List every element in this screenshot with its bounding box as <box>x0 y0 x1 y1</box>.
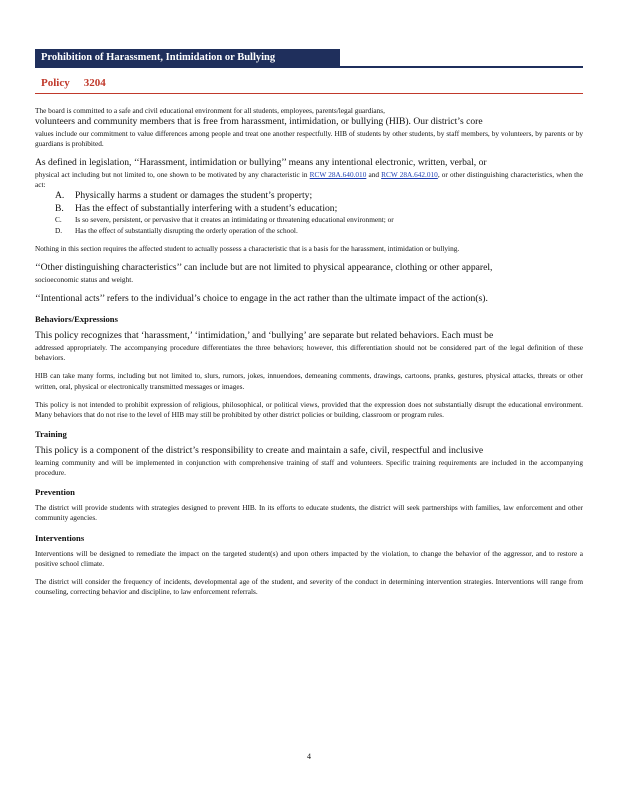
list-marker: B. <box>55 202 64 214</box>
list-text: Has the effect of substantially interfering with a student’s education; <box>75 202 338 214</box>
hib-forms-paragraph: HIB can take many forms, including but not limited to, slurs, rumors, jokes, innuendoes, demeaning comments, drawings, cartoons, pranks, gestures, physical attacks, threats or other written, oral, physical or electronically transmitted messages or images. <box>35 371 583 391</box>
policy-number: 3204 <box>83 77 106 89</box>
policy-divider <box>35 93 583 94</box>
interventions-paragraph-2: The district will consider the frequency of incidents, developmental age of the student, and severity of the conduct in determining intervention strategies. Interventions will range from counseling, correcting behavior and discipline, to law enforcement referrals. <box>35 577 583 597</box>
list-text: Physically harms a student or damages the student’s property; <box>75 190 313 202</box>
interventions-paragraph-1: Interventions will be designed to remediate the impact on the targeted student(s) and upon others impacted by the violation, to change the behavior of the aggressor, and to restore a positive school climate. <box>35 548 583 568</box>
definition-text-a: physical act including but not limited to, one shown to be motivated by any characteristic in <box>35 169 308 179</box>
nothing-paragraph: Nothing in this section requires the affected student to actually possess a characteristic that is a basis for the harassment, intimidation or bullying. <box>35 243 460 253</box>
list-item <box>35 226 583 236</box>
list-item <box>35 203 583 216</box>
intro-line-1: The board is committed to a safe and civil educational environment for all students, employees, parents/legal guardians, <box>35 106 385 115</box>
behaviors-heading: Behaviors/Expressions <box>35 314 118 325</box>
list-text: Has the effect of substantially disrupting the orderly operation of the school. <box>75 225 298 235</box>
prevention-paragraph: The district will provide students with strategies designed to prevent HIB. In its efforts to educate students, the district will seek partnerships with families, law enforcement and other community agencies. <box>35 503 583 523</box>
policy-number-line <box>41 77 120 89</box>
definition-list <box>35 190 583 236</box>
rcw-link-2[interactable]: RCW 28A.642.010 <box>381 169 438 179</box>
other-characteristics-line-1: ‘‘Other distinguishing characteristics’’ can include but are not limited to physical appearance, clothing or other apparel, <box>35 262 493 273</box>
intro-line-2: volunteers and community members that is free from harassment, intimidation, or bullying (HIB). Our district’s core <box>35 116 483 128</box>
training-line-2: learning community and will be implemented in conjunction with comprehensive training of staff and volunteers. Specific training requirements are included in the accompanying procedure. <box>35 457 583 477</box>
policy-title-bar <box>35 49 340 66</box>
definition-line-1: As defined in legislation, ‘‘Harassment, intimidation or bullying’’ means any intentional electronic, written, verbal, or <box>35 157 487 169</box>
policy-label: Policy <box>41 77 70 89</box>
policy-title: Prohibition of Harassment, Intimidation or Bullying <box>41 52 276 63</box>
definition-text-b: and <box>368 169 380 179</box>
title-divider <box>35 66 583 68</box>
other-characteristics-line-2: socioeconomic status and weight. <box>35 274 134 284</box>
behaviors-line-1: This policy recognizes that ‘harassment,’ ‘intimidation,’ and ‘bullying’ are separate but related behaviors. Each must be <box>35 330 494 342</box>
rcw-link-1[interactable]: RCW 28A.640.010 <box>309 169 367 179</box>
prevention-heading: Prevention <box>35 487 75 498</box>
list-marker: C. <box>55 215 62 225</box>
policy-body <box>35 106 583 597</box>
definition-text-c: , or other distinguishing characteristics, when the act: <box>35 169 583 189</box>
intentional-acts-paragraph: ‘‘Intentional acts’’ refers to the individual’s choice to engage in the act rather than the ultimate impact of the action(s). <box>35 292 488 304</box>
intro-line-3: values include our commitment to value differences among people and treat one another respectfully. HIB of students by other students, by staff members, by volunteers, by parents or by guardians is prohibited. <box>35 128 583 148</box>
behaviors-line-2: addressed appropriately. The accompanying procedure differentiates the three behaviors; however, this differentiation should not be considered part of the legal definition of these behaviors. <box>35 342 583 363</box>
training-heading: Training <box>35 429 67 440</box>
definition-line-2 <box>35 170 583 190</box>
list-item <box>35 215 583 225</box>
page-number: 4 <box>307 752 311 761</box>
list-text: Is so severe, persistent, or pervasive that it creates an intimidating or threatening educational environment; or <box>75 215 394 225</box>
training-line-1: This policy is a component of the district’s responsibility to create and maintain a safe, civil, respectful and inclusive <box>35 445 484 457</box>
list-marker: A. <box>55 190 65 202</box>
list-item <box>35 190 583 203</box>
interventions-heading: Interventions <box>35 532 85 543</box>
not-intended-paragraph: This policy is not intended to prohibit expression of religious, philosophical, or political views, provided that the expression does not substantially disrupt the educational environment. Many behaviors that do not rise to the level of HIB may still be prohibited by other district policies or building, classroom or program rules. <box>35 399 583 419</box>
list-marker: D. <box>55 225 63 235</box>
